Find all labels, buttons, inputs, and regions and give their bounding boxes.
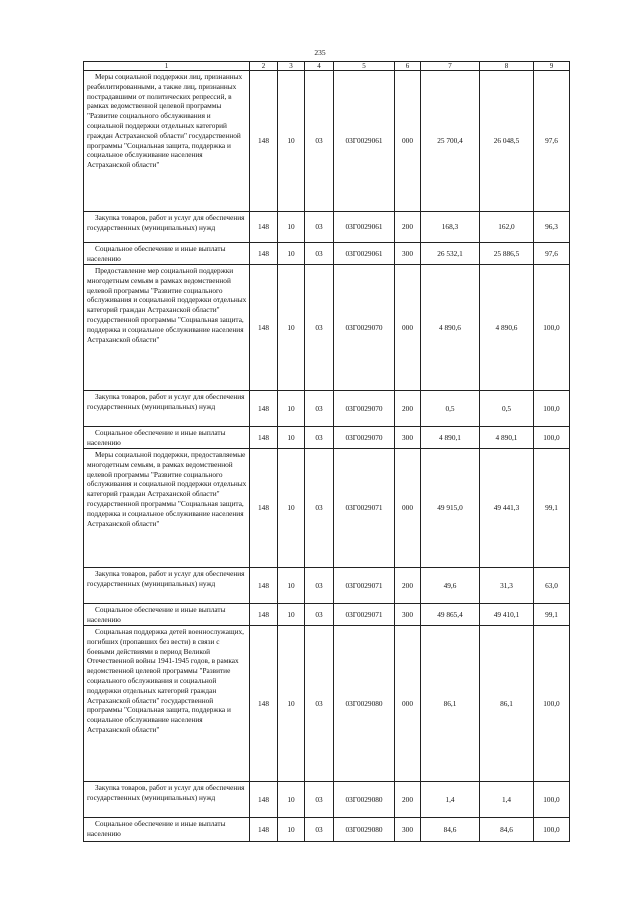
cell-subsection: 03 xyxy=(305,391,334,427)
cell-actual: 162,0 xyxy=(480,212,534,243)
row-description: Социальная поддержка детей военнослужащих, погибших (пропавших без вести) в связи с боевыми действиями в период Великой Отечественной войны 1941-1945 годов, в рамках ведомственной целевой программы "Развитие социального обслуживания и социальной поддержки отдельных категорий граждан Астраханской области" государственной программы "Социальная защита, поддержка и социальное обслуживание населения Астраханской области" xyxy=(84,626,250,782)
cell-admin-code: 148 xyxy=(250,71,278,212)
cell-actual: 1,4 xyxy=(480,782,534,818)
column-number: 7 xyxy=(421,62,480,71)
row-description: Закупка товаров, работ и услуг для обеспечения государственных (муниципальных) нужд xyxy=(84,782,250,818)
cell-plan: 49 865,4 xyxy=(421,604,480,626)
cell-expense-type: 200 xyxy=(395,782,421,818)
column-number: 6 xyxy=(395,62,421,71)
cell-target-article: 03Г0029061 xyxy=(334,212,395,243)
table-row xyxy=(84,427,570,449)
cell-section: 10 xyxy=(278,449,305,568)
cell-admin-code: 148 xyxy=(250,212,278,243)
cell-section: 10 xyxy=(278,265,305,391)
row-description: Социальное обеспечение и иные выплаты населению xyxy=(84,427,250,449)
row-description: Закупка товаров, работ и услуг для обеспечения государственных (муниципальных) нужд xyxy=(84,568,250,604)
column-number-row xyxy=(84,62,570,71)
cell-admin-code: 148 xyxy=(250,782,278,818)
cell-plan: 1,4 xyxy=(421,782,480,818)
cell-target-article: 03Г0029080 xyxy=(334,782,395,818)
cell-expense-type: 200 xyxy=(395,212,421,243)
cell-expense-type: 000 xyxy=(395,449,421,568)
cell-actual: 86,1 xyxy=(480,626,534,782)
cell-expense-type: 300 xyxy=(395,243,421,265)
cell-section: 10 xyxy=(278,626,305,782)
cell-actual: 49 410,1 xyxy=(480,604,534,626)
column-number: 3 xyxy=(278,62,305,71)
cell-section: 10 xyxy=(278,604,305,626)
cell-percent: 100,0 xyxy=(534,818,570,842)
cell-expense-type: 300 xyxy=(395,818,421,842)
cell-subsection: 03 xyxy=(305,212,334,243)
cell-admin-code: 148 xyxy=(250,449,278,568)
column-number: 2 xyxy=(250,62,278,71)
cell-plan: 86,1 xyxy=(421,626,480,782)
table-row xyxy=(84,568,570,604)
cell-percent: 99,1 xyxy=(534,604,570,626)
cell-subsection: 03 xyxy=(305,265,334,391)
cell-plan: 4 890,6 xyxy=(421,265,480,391)
row-description: Социальное обеспечение и иные выплаты населению xyxy=(84,818,250,842)
cell-target-article: 03Г0029061 xyxy=(334,243,395,265)
cell-target-article: 03Г0029061 xyxy=(334,71,395,212)
cell-subsection: 03 xyxy=(305,71,334,212)
cell-subsection: 03 xyxy=(305,626,334,782)
row-description: Предоставление мер социальной поддержки многодетным семьям в рамках ведомственной целевой программы "Развитие социального обслуживания и социальной поддержки отдельных категорий граждан Астраханской области" государственной программы "Социальная защита, поддержка и социальное обслуживание населения Астраханской области" xyxy=(84,265,250,391)
cell-percent: 97,6 xyxy=(534,243,570,265)
cell-admin-code: 148 xyxy=(250,265,278,391)
table-row xyxy=(84,818,570,842)
cell-section: 10 xyxy=(278,71,305,212)
cell-actual: 4 890,6 xyxy=(480,265,534,391)
cell-actual: 0,5 xyxy=(480,391,534,427)
cell-plan: 49,6 xyxy=(421,568,480,604)
table-row xyxy=(84,71,570,212)
cell-expense-type: 200 xyxy=(395,391,421,427)
cell-admin-code: 148 xyxy=(250,391,278,427)
table-row xyxy=(84,243,570,265)
cell-section: 10 xyxy=(278,391,305,427)
cell-subsection: 03 xyxy=(305,604,334,626)
cell-subsection: 03 xyxy=(305,568,334,604)
cell-plan: 168,3 xyxy=(421,212,480,243)
cell-section: 10 xyxy=(278,427,305,449)
cell-plan: 49 915,0 xyxy=(421,449,480,568)
cell-percent: 63,0 xyxy=(534,568,570,604)
cell-plan: 25 700,4 xyxy=(421,71,480,212)
cell-percent: 99,1 xyxy=(534,449,570,568)
cell-target-article: 03Г0029080 xyxy=(334,818,395,842)
cell-actual: 84,6 xyxy=(480,818,534,842)
cell-percent: 100,0 xyxy=(534,427,570,449)
cell-percent: 100,0 xyxy=(534,626,570,782)
table-row xyxy=(84,604,570,626)
cell-section: 10 xyxy=(278,243,305,265)
cell-subsection: 03 xyxy=(305,449,334,568)
column-number: 5 xyxy=(334,62,395,71)
cell-plan: 84,6 xyxy=(421,818,480,842)
cell-target-article: 03Г0029070 xyxy=(334,265,395,391)
budget-table xyxy=(83,61,570,842)
cell-subsection: 03 xyxy=(305,427,334,449)
cell-percent: 97,6 xyxy=(534,71,570,212)
column-number: 9 xyxy=(534,62,570,71)
cell-plan: 4 890,1 xyxy=(421,427,480,449)
cell-target-article: 03Г0029070 xyxy=(334,391,395,427)
cell-target-article: 03Г0029071 xyxy=(334,604,395,626)
row-description: Меры социальной поддержки, предоставляемые многодетным семьям, в рамках ведомственной целевой программы "Развитие социального обслуживания и социальной поддержки отдельных категорий граждан Астраханской области" государственной программы "Социальная защита, поддержка и социальное обслуживание населения Астраханской области" xyxy=(84,449,250,568)
cell-section: 10 xyxy=(278,212,305,243)
cell-expense-type: 200 xyxy=(395,568,421,604)
cell-section: 10 xyxy=(278,568,305,604)
cell-admin-code: 148 xyxy=(250,568,278,604)
cell-percent: 96,3 xyxy=(534,212,570,243)
row-description: Меры социальной поддержки лиц, признанных реабилитированными, а также лиц, признанных пострадавшими от политических репрессий, в рамках ведомственной целевой программы "Развитие социального обслуживания и социальной поддержки отдельных категорий граждан Астраханской области" государственной программы "Социальная защита, поддержка и социальное обслуживание населения Астраханской области" xyxy=(84,71,250,212)
table-row xyxy=(84,212,570,243)
cell-expense-type: 300 xyxy=(395,427,421,449)
column-number: 8 xyxy=(480,62,534,71)
cell-target-article: 03Г0029071 xyxy=(334,568,395,604)
cell-plan: 0,5 xyxy=(421,391,480,427)
cell-target-article: 03Г0029071 xyxy=(334,449,395,568)
cell-target-article: 03Г0029080 xyxy=(334,626,395,782)
cell-actual: 25 886,5 xyxy=(480,243,534,265)
cell-subsection: 03 xyxy=(305,818,334,842)
cell-section: 10 xyxy=(278,818,305,842)
cell-expense-type: 000 xyxy=(395,626,421,782)
cell-percent: 100,0 xyxy=(534,265,570,391)
cell-expense-type: 000 xyxy=(395,265,421,391)
row-description: Социальное обеспечение и иные выплаты населению xyxy=(84,604,250,626)
cell-admin-code: 148 xyxy=(250,243,278,265)
cell-actual: 26 048,5 xyxy=(480,71,534,212)
cell-admin-code: 148 xyxy=(250,427,278,449)
table-row xyxy=(84,449,570,568)
cell-target-article: 03Г0029070 xyxy=(334,427,395,449)
column-number: 4 xyxy=(305,62,334,71)
cell-actual: 49 441,3 xyxy=(480,449,534,568)
page-number: 235 xyxy=(314,48,326,57)
cell-admin-code: 148 xyxy=(250,604,278,626)
cell-admin-code: 148 xyxy=(250,626,278,782)
cell-actual: 31,3 xyxy=(480,568,534,604)
row-description: Закупка товаров, работ и услуг для обеспечения государственных (муниципальных) нужд xyxy=(84,212,250,243)
cell-actual: 4 890,1 xyxy=(480,427,534,449)
cell-expense-type: 000 xyxy=(395,71,421,212)
table-row xyxy=(84,782,570,818)
cell-percent: 100,0 xyxy=(534,391,570,427)
cell-subsection: 03 xyxy=(305,243,334,265)
row-description: Социальное обеспечение и иные выплаты населению xyxy=(84,243,250,265)
cell-section: 10 xyxy=(278,782,305,818)
row-description: Закупка товаров, работ и услуг для обеспечения государственных (муниципальных) нужд xyxy=(84,391,250,427)
table-row xyxy=(84,391,570,427)
cell-expense-type: 300 xyxy=(395,604,421,626)
cell-plan: 26 532,1 xyxy=(421,243,480,265)
cell-admin-code: 148 xyxy=(250,818,278,842)
column-number: 1 xyxy=(84,62,250,71)
cell-subsection: 03 xyxy=(305,782,334,818)
table-row xyxy=(84,265,570,391)
cell-percent: 100,0 xyxy=(534,782,570,818)
table-row xyxy=(84,626,570,782)
